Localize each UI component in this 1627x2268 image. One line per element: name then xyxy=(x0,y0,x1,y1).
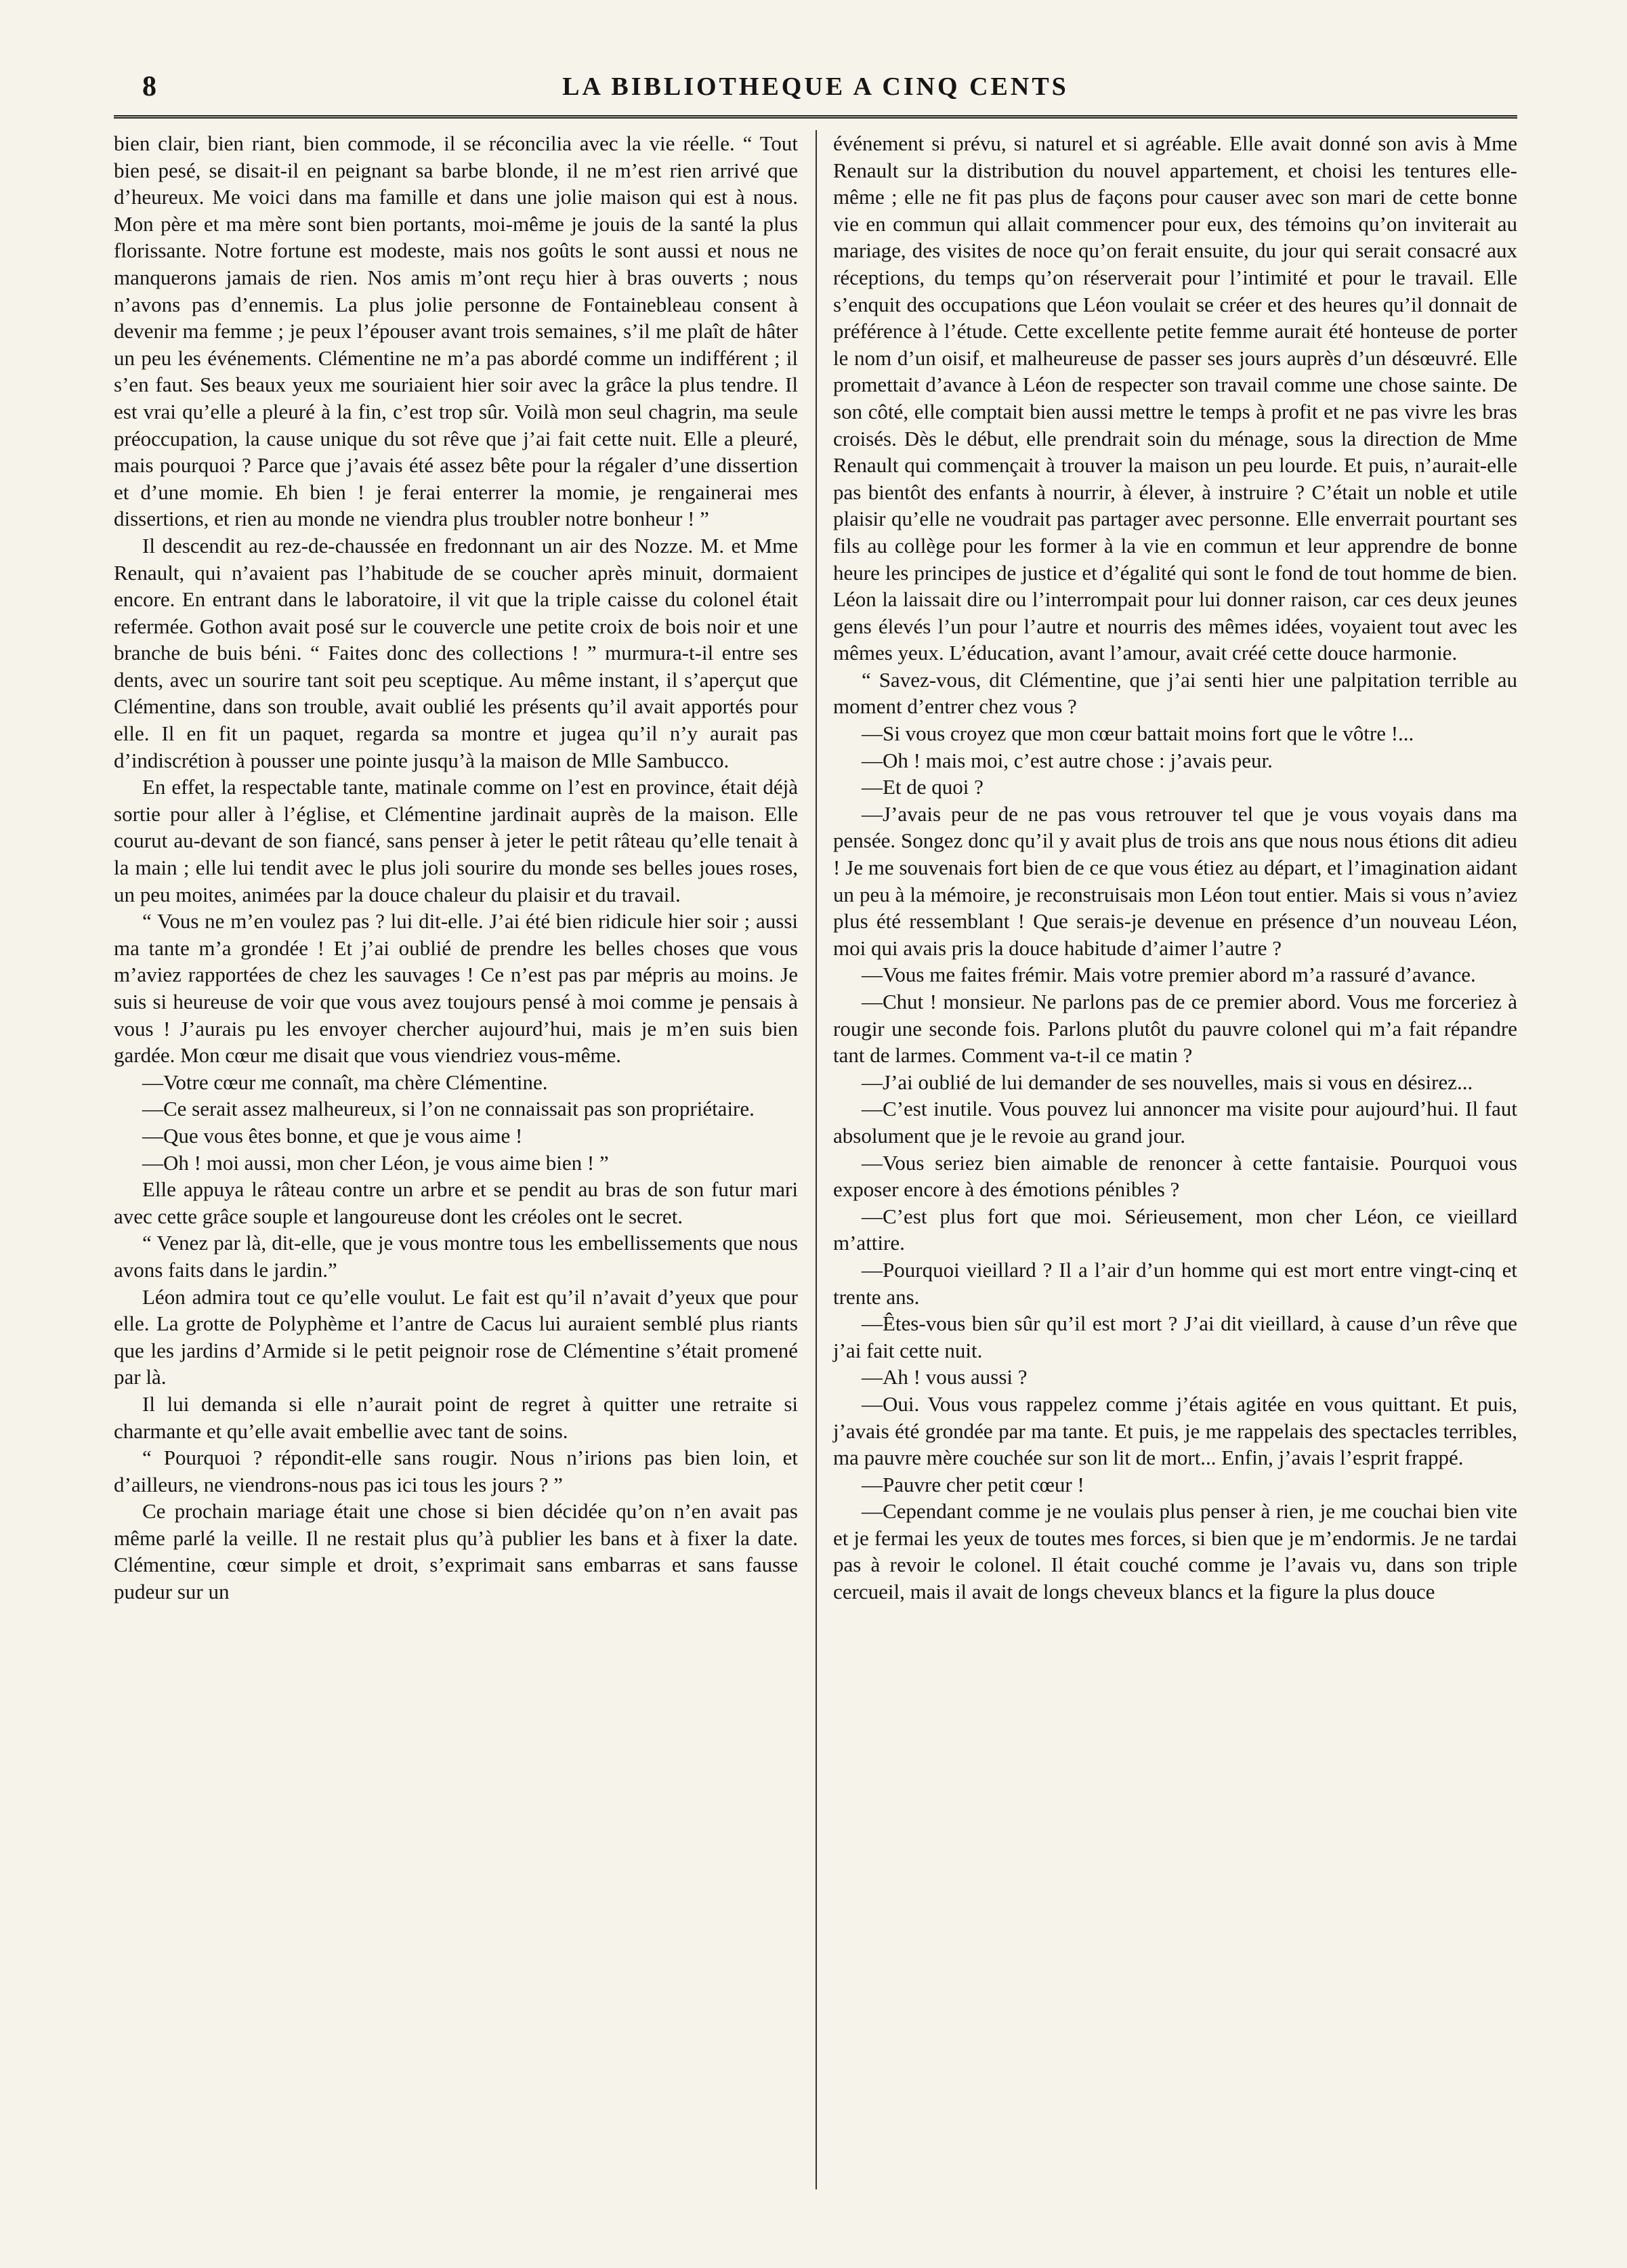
right-column xyxy=(833,130,1517,1605)
paragraph: —Ce serait assez malheureux, si l’on ne connaissait pas son propriétaire. xyxy=(142,1097,755,1121)
paragraph: —J’avais peur de ne pas vous retrouver tel que je vous voyais dans ma pensée. Songez donc qu’il y avait plus de trois ans que nous nous étions dit adieu ! Je me souvenais fort bien de ce que vous étiez au départ, et l’imagination aidant un peu à la mémoire, je reconstruisais mon Léon tout entier. Mais si vous n’aviez plus été ressemblant ! Que serais-je devenue en présence d’un nouveau Léon, moi qui avais pris la douce habitude d’aimer l’autre ? xyxy=(833,801,1517,960)
paragraph: —Pauvre cher petit cœur ! xyxy=(862,1472,1084,1496)
paragraph: —Chut ! monsieur. Ne parlons pas de ce premier abord. Vous me forceriez à rougir une seconde fois. Parlons plutôt du pauvre colonel qui m’a fait répandre tant de larmes. Comment va-t-il ce matin ? xyxy=(833,990,1517,1068)
paragraph: “ Savez-vous, dit Clémentine, que j’ai senti hier une palpitation terrible au moment d’entrer chez vous ? xyxy=(833,667,1517,719)
paragraph: —Si vous croyez que mon cœur battait moins fort que le vôtre !... xyxy=(862,721,1414,746)
paragraph: —Cependant comme je ne voulais plus penser à rien, je me couchai bien vite et je fermai les yeux de toutes mes forces, si bien que je m’endormis. Je ne tardai pas à revoir le colonel. Il était couché comme je l’avais vu, dans son triple cercueil, mais il avait de longs cheveux blancs et la figure la plus douce xyxy=(833,1499,1517,1604)
paragraph: —Oui. Vous vous rappelez comme j’étais agitée en vous quittant. Et puis, j’avais été grondée par ma tante. Et puis, je me rappelais des spectacles terribles, ma pauvre mère couchée sur son lit de mort... Enfin, j’avais l’esprit frappé. xyxy=(833,1391,1517,1470)
paragraph: —Vous seriez bien aimable de renoncer à cette fantaisie. Pourquoi vous exposer encore à des émotions pénibles ? xyxy=(833,1150,1517,1202)
paragraph: “ Pourquoi ? répondit-elle sans rougir. Nous n’irions pas bien loin, et d’ailleurs, ne viendrons-nous pas ici tous les jours ? ” xyxy=(114,1446,798,1496)
paragraph: —Et de quoi ? xyxy=(862,775,984,799)
paragraph: —Ah ! vous aussi ? xyxy=(862,1365,1028,1389)
running-title: LA BIBLIOTHEQUE A CINQ CENTS xyxy=(562,72,1069,101)
paragraph: —Êtes-vous bien sûr qu’il est mort ? J’ai dit vieillard, à cause d’un rêve que j’ai fait cette nuit. xyxy=(833,1311,1517,1362)
paragraph: événement si prévu, si naturel et si agréable. Elle avait donné son avis à Mme Renault sur la distribution du nouvel appartement, et choisi les tentures elle-même ; elle ne fit pas plus de façons pour causer avec son mari de cette bonne vie en commun qui allait commencer pour eux, des témoins qu’on inviterait au mariage, des visites de noce qu’on ferait ensuite, du jour qui serait consacré aux réceptions, du temps qu’on réserverait pour l’intimité et pour le travail. Elle s’enquit des occupations que Léon voulait se créer et des heures qu’il donnait de préférence à l’étude. Cette excellente petite femme aurait été honteuse de porter le nom d’un oisif, et malheureuse de passer ses jours auprès d’un désœuvré. Elle promettait d’avance à Léon de respecter son travail comme une chose sainte. De son côté, elle comptait bien aussi mettre le temps à profit et ne pas vivre les bras croisés. Dès le début, elle prendrait soin du ménage, sous la direction de Mme Renault qui commençait à trouver la maison un peu lourde. Et puis, n’aurait-elle pas bientôt des enfants à nourrir, à élever, à instruire ? C’était un noble et utile plaisir qu’elle ne voudrait pas partager avec personne. Elle enverrait pourtant ses fils au collège pour les former à la vie en commun et leur apprendre de bonne heure les principes de justice et d’égalité qui sont le fond de tout homme de bien. Léon la laissait dire ou l’interrompait pour lui donner raison, car ces deux jeunes gens élevés l’un pour l’autre et nourris des mêmes idées, voyaient tout avec les mêmes yeux. L’éducation, avant l’amour, avait créé cette douce harmonie. xyxy=(833,131,1517,665)
page-header xyxy=(114,68,1517,119)
paragraph: —Oh ! moi aussi, mon cher Léon, je vous aime bien ! ” xyxy=(142,1150,609,1175)
paragraph: Léon admira tout ce qu’elle voulut. Le fait est qu’il n’avait d’yeux que pour elle. La grotte de Polyphème et l’antre de Cacus lui auraient semblé plus riants que les jardins d’Armide si le petit peignoir rose de Clémentine s’était promené par là. xyxy=(114,1284,798,1389)
paragraph: Il descendit au rez-de-chaussée en fredonnant un air des Nozze. M. et Mme Renault, qui n’avaient pas l’habitude de se coucher après minuit, dormaient encore. En entrant dans le laboratoire, il vit que la triple caisse du colonel était refermée. Gothon avait posé sur le couvercle une petite croix de bois noir et une branche de buis béni. “ Faites donc des collections ! ” murmura-t-il entre ses dents, avec un sourire tant soit peu sceptique. Au même instant, il s’aperçut que Clémentine, dans son trouble, avait oublié les présents qu’il avait apportés pour elle. Il en fit un paquet, regarda sa montre et jugea qu’il n’y aurait pas d’indiscrétion à pousser une pointe jusqu’à la maison de Mlle Sambucco. xyxy=(114,533,798,772)
paragraph: Elle appuya le râteau contre un arbre et se pendit au bras de son futur mari avec cette grâce souple et langoureuse dont les créoles ont le secret. xyxy=(114,1177,798,1228)
column-divider xyxy=(816,130,817,2189)
paragraph: —C’est plus fort que moi. Sérieusement, mon cher Léon, ce vieillard m’attire. xyxy=(833,1204,1517,1255)
paragraph: En effet, la respectable tante, matinale comme on l’est en province, était déjà sortie pour aller à l’église, et Clémentine jardinait auprès de la maison. Elle courut au-devant de son fiancé, sans penser à jeter le petit râteau qu’elle tenait à la main ; elle lui tendit avec le plus joli sourire du monde ses belles joues roses, un peu moites, animées par la douce chaleur du plaisir et du travail. xyxy=(114,775,798,906)
paragraph: —Oh ! mais moi, c’est autre chose : j’avais peur. xyxy=(862,748,1273,772)
paragraph: —Pourquoi vieillard ? Il a l’air d’un homme qui est mort entre vingt-cinq et trente ans. xyxy=(833,1257,1517,1309)
paragraph: “ Venez par là, dit-elle, que je vous montre tous les embellissements que nous avons faits dans le jardin.” xyxy=(114,1231,798,1282)
paragraph: —C’est inutile. Vous pouvez lui annoncer ma visite pour aujourd’hui. Il faut absolument que je le revoie au grand jour. xyxy=(833,1097,1517,1148)
page xyxy=(114,68,1517,2222)
paragraph: Il lui demanda si elle n’aurait point de regret à quitter une retraite si charmante et qu’elle avait embellie avec tant de soins. xyxy=(114,1391,798,1443)
text-columns xyxy=(114,130,1517,2222)
paragraph: —Vous me faites frémir. Mais votre premier abord m’a rassuré d’avance. xyxy=(862,963,1476,987)
paragraph: —Votre cœur me connaît, ma chère Clémentine. xyxy=(142,1070,548,1094)
page-number: 8 xyxy=(142,71,156,102)
paragraph: —Que vous êtes bonne, et que je vous aime ! xyxy=(142,1123,523,1148)
paragraph: “ Vous ne m’en voulez pas ? lui dit-elle. J’ai été bien ridicule hier soir ; aussi ma tante m’a grondée ! Et j’ai oublié de prendre les belles choses que vous m’aviez rapportées de chez les sauvages ! Ce n’est pas par mépris au moins. Je suis si heureuse de voir que vous avez toujours pensé à moi comme je pensais à vous ! J’aurais pu les envoyer chercher aujourd’hui, mais je m’en suis bien gardée. Mon cœur me disait que vous viendriez vous-même. xyxy=(114,909,798,1068)
paragraph: —J’ai oublié de lui demander de ses nouvelles, mais si vous en désirez... xyxy=(862,1070,1473,1094)
left-column xyxy=(114,130,798,1605)
paragraph: Ce prochain mariage était une chose si bien décidée qu’on n’en avait pas même parlé la veille. Il ne restait plus qu’à publier les bans et à fixer la date. Clémentine, cœur simple et droit, s’exprimait sans embarras et sans fausse pudeur sur un xyxy=(114,1499,798,1604)
paragraph: bien clair, bien riant, bien commode, il se réconcilia avec la vie réelle. “ Tout bien pesé, se disait-il en peignant sa barbe blonde, il ne m’est rien arrivé que d’heureux. Me voici dans ma famille et dans une jolie maison qui est à nous. Mon père et ma mère sont bien portants, moi-même je jouis de la santé la plus florissante. Notre fortune est modeste, mais nos goûts le sont aussi et nous ne manquerons jamais de rien. Nos amis m’ont reçu hier à bras ouverts ; nous n’avons pas d’ennemis. La plus jolie personne de Fontainebleau consent à devenir ma femme ; je peux l’épouser avant trois semaines, s’il me plaît de hâter un peu les événements. Clémentine ne m’a pas abordé comme un indifférent ; il s’en faut. Ses beaux yeux me souriaient hier soir avec la grâce la plus tendre. Il est vrai qu’elle a pleuré à la fin, c’est trop sûr. Voilà mon seul chagrin, ma seule préoccupation, la cause unique du sot rêve que j’ai fait cette nuit. Elle a pleuré, mais pourquoi ? Parce que j’avais été assez bête pour la régaler d’une dissertion et d’une momie. Eh bien ! je ferai enterrer la momie, je rengainerai mes dissertions, et rien au monde ne viendra plus troubler notre bonheur ! ” xyxy=(114,131,798,531)
